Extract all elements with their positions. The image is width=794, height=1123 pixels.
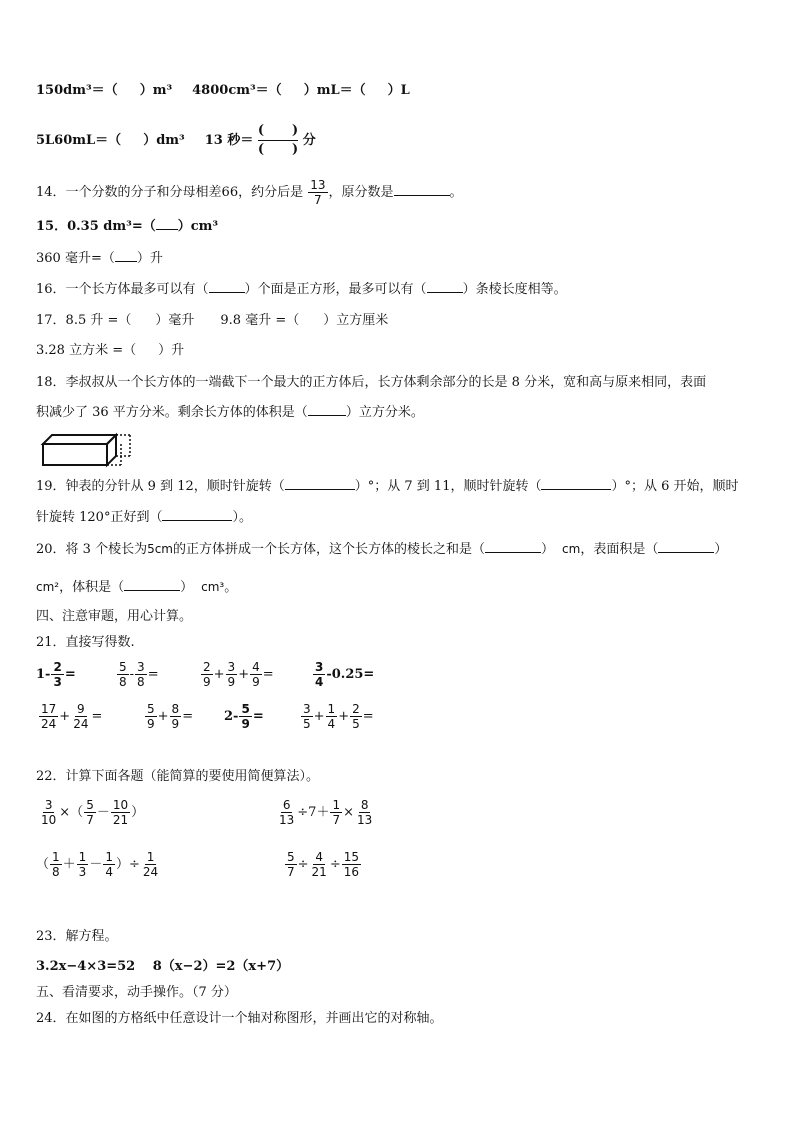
section-5-heading: 五、看清要求，动手操作。（7 分） bbox=[36, 985, 237, 1000]
question-16: 16．一个长方体最多可以有（ ）个面是正方形，最多可以有（ ）条棱长度相等。 bbox=[36, 282, 567, 297]
answer-blank bbox=[115, 261, 137, 262]
q22-expr-4: $\frac{5}{7}$ ÷ $\frac{4}{21}$ ÷ $\frac{15}{16}$ bbox=[287, 850, 360, 879]
question-18-line-2: 积减少了 36 平方分米。剩余长方体的体积是（ ）立方分米。 bbox=[36, 405, 424, 420]
section-4-heading: 四、注意审题，用心计算。 bbox=[36, 609, 193, 624]
answer-blank bbox=[485, 552, 541, 553]
q21-expr-4: $\frac{3}{4}$ -0.25= bbox=[315, 660, 375, 689]
q21-expr-6: $\frac{5}{9}$ + $\frac{8}{9}$ = bbox=[147, 702, 194, 731]
question-14: 14．一个分数的分子和分母相差66，约分后是 $\frac{13}{7}$ ，原分数是 。 bbox=[36, 178, 463, 207]
question-19-line-1: 19．钟表的分针从 9 到 12，顺时针旋转（ ）°；从 7 到 11，顺时针旋转（ ）°；从 6 开始，顺时 bbox=[36, 479, 739, 494]
answer-blank bbox=[658, 552, 714, 553]
question-24: 24．在如图的方格纸中任意设计一个轴对称图形，并画出它的对称轴。 bbox=[36, 1011, 443, 1026]
question-20-line-2: cm²，体积是（ ） cm³。 bbox=[36, 580, 238, 595]
q21-expr-1: 1- $\frac{2}{3}$ = bbox=[36, 660, 76, 689]
blank-fraction: $\frac{( )}{( )}$ bbox=[257, 123, 299, 157]
answer-blank bbox=[394, 195, 450, 196]
q22-expr-2: $\frac{6}{13}$ ÷7＋ $\frac{1}{7}$ × $\frac{8}{13}$ bbox=[279, 798, 373, 827]
question-15b: 360 毫升=（ ）升 bbox=[36, 251, 163, 266]
question-22-title: 22．计算下面各题（能简算的要使用简便算法）。 bbox=[36, 769, 320, 784]
conversion-line-2: 5L60mL＝（ ）dm³ 13 秒＝ $\frac{( )}{( )}$ 分 bbox=[36, 123, 316, 157]
answer-blank bbox=[285, 489, 355, 490]
question-17b: 3.28 立方米 =（ ）升 bbox=[36, 343, 185, 358]
q21-expr-7: 2- $\frac{5}{9}$ = bbox=[224, 702, 264, 731]
q22-expr-1: $\frac{3}{10}$ ×（ $\frac{5}{7}$ － $\frac{10}{21}$ ） bbox=[41, 798, 145, 827]
question-23-title: 23．解方程。 bbox=[36, 929, 118, 944]
answer-blank bbox=[156, 229, 178, 230]
question-19-line-2: 针旋转 120°正好到（ ）。 bbox=[36, 510, 252, 525]
question-17: 17．8.5 升 =（ ）毫升 9.8 毫升 =（ ）立方厘米 bbox=[36, 313, 389, 328]
conversion-line-1: 150dm³＝（ ）m³ 4800cm³＝（ ）mL＝（ ）L bbox=[36, 83, 410, 98]
question-18-line-1: 18．李叔叔从一个长方体的一端截下一个最大的正方体后，长方体剩余部分的长是 8 分米，宽和高与原来相同，表面 bbox=[36, 375, 707, 390]
question-20-line-1: 20．将 3 个棱长为5cm的正方体拼成一个长方体，这个长方体的棱长之和是（ ） cm，表面积是（ ） bbox=[36, 542, 728, 557]
question-23-equations: 3.2x−4×3=52 8（x−2）=2（x+7） bbox=[36, 959, 290, 974]
question-15: 15．0.35 dm³=（ ）cm³ bbox=[36, 219, 219, 234]
cuboid-figure bbox=[40, 432, 140, 468]
answer-blank bbox=[162, 520, 232, 521]
answer-blank bbox=[541, 489, 611, 490]
fraction: $\frac{13}{7}$ bbox=[310, 178, 326, 207]
question-21-title: 21．直接写得数. bbox=[36, 635, 135, 650]
answer-blank bbox=[427, 292, 463, 293]
answer-blank bbox=[308, 415, 346, 416]
answer-blank bbox=[209, 292, 245, 293]
q21-expr-8: $\frac{3}{5}$ + $\frac{1}{4}$ + $\frac{2}{5}$ = bbox=[303, 702, 374, 731]
q21-expr-2: $\frac{5}{8}$ - $\frac{3}{8}$ = bbox=[119, 660, 159, 689]
q21-expr-5: $\frac{17}{24}$ + $\frac{9}{24}$ = bbox=[41, 702, 103, 731]
q22-expr-3: （ $\frac{1}{8}$ ＋ $\frac{1}{3}$ － $\frac{1}{4}$ ）÷ $\frac{1}{24}$ bbox=[36, 850, 159, 879]
q21-expr-3: $\frac{2}{9}$ + $\frac{3}{9}$ + $\frac{4}{9}$ = bbox=[203, 660, 274, 689]
answer-blank bbox=[124, 590, 180, 591]
